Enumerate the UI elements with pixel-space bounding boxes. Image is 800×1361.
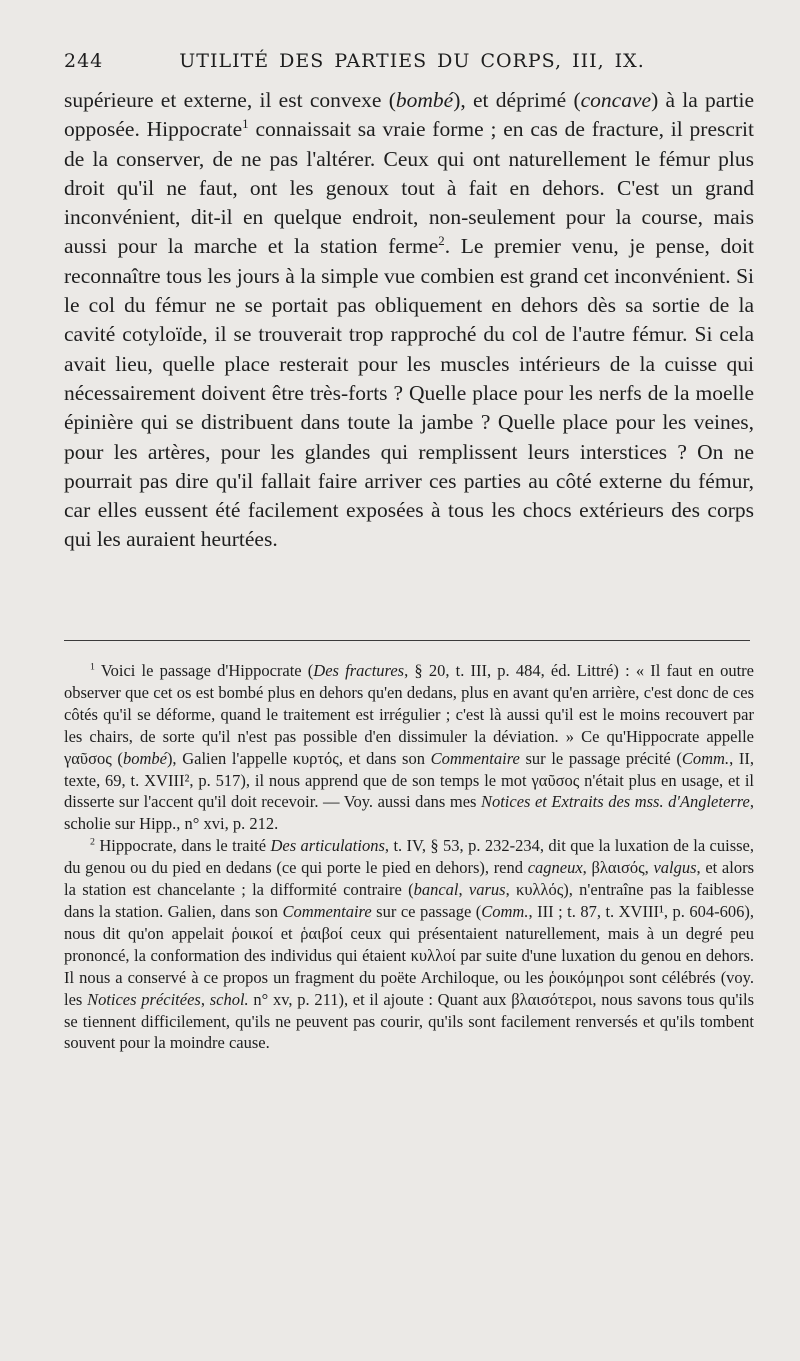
footnote-italic: cagneux	[527, 858, 583, 878]
main-text-segment: connaissait sa vraie forme ; en cas de fracture, il prescrit de la conserver, de ne pas l'altérer. Ceux qui ont naturellement le fémur plus droit qu'il ne faut, ont les genoux tout à fait en dehors. C'est un grand inconvénient, dit-il en quelque endroit, non-seulement pour la course, mais aussi pour la marche et la station ferme	[64, 117, 754, 259]
footnotes	[64, 660, 754, 1054]
main-text-segment: . Le premier venu, je pense, doit reconnaître tous les jours à la simple vue combien est grand cet inconvénient. Si le col du fémur ne se portait pas obliquement en dehors dès sa sortie de la cavité cotyloïde, il se trouverait trop rapproché du col de l'autre fémur. Si cela avait lieu, quelle place resterait pour les muscles intérieurs de la cuisse qui nécessairement doivent être très-forts ? Quelle place pour les nerfs de la moelle épinière qui se distribuent dans toute la jambe ? Quelle place pour les veines, pour les artères, pour les glandes qui remplissent leurs interstices ? On ne pourrait pas dire qu'il fallait faire arriver ces parties au côté externe du fémur, car elles eussent été facilement exposées à tous les chocs extérieurs des corps qui les auraient heurtées.	[64, 234, 754, 552]
footnote-ref-2: 2	[438, 234, 445, 249]
footnote-italic: Commentaire	[430, 748, 520, 768]
main-text-italic: bombé	[395, 88, 454, 112]
footnote-segment: sur le passage précité (	[519, 748, 682, 768]
footnote-1	[64, 660, 754, 835]
main-text	[64, 86, 754, 555]
main-text-segment: ), et déprimé (	[453, 88, 581, 112]
footnote-segment: , § 20, t. III, p. 484, éd. Littré) : « Il faut en outre observer que cet os est bombé plus en dehors qu'en dedans, plus en avant qu'en arrière, c'est donc de ces côtés qu'il se déforme, quand le traitement est irrégulier ; c'est là aussi qu'il est le moins recouvert par les chairs, de sorte qu'il n'est pas possible d'en dissimuler la déviation. » Ce qu'Hippocrate appelle γαῦσος (	[64, 661, 755, 768]
page-header	[64, 48, 760, 78]
footnote-italic: Des fractures	[313, 661, 405, 680]
footnote-segment: ,	[458, 880, 469, 900]
footnote-segment: , t. IV, § 53, p. 232-234, dit que la luxation de la cuisse, du genou ou du pied en dedans (ce qui porte le pied en dehors), rend	[64, 836, 755, 878]
footnote-segment: , II, texte, 69, t. XVIII², p. 517), il nous apprend que de son temps le mot γαῦσος n'était plus en usage, et il disserte sur l'accent qu'il doit recevoir. — Voy. aussi dans mes	[64, 748, 755, 812]
footnote-italic: varus	[468, 880, 506, 900]
main-text-segment: supérieure et externe, il est convexe (	[64, 88, 396, 112]
running-title: UTILITÉ DES PARTIES DU CORPS, III, IX.	[179, 50, 645, 72]
footnote-italic: Commentaire	[282, 901, 372, 921]
footnote-segment: , et alors la station est chancelante ; la difformité contraire (	[64, 858, 754, 900]
main-text-italic: concave	[580, 88, 652, 112]
footnote-segment: , scholie sur Hipp., n° xvi, p. 212.	[64, 792, 754, 834]
footnote-segment: , κυλλός), n'entraîne pas la faiblesse dans la station. Galien, dans son	[64, 880, 755, 921]
footnote-italic: bombé	[122, 748, 167, 768]
footnote-2	[64, 835, 754, 1054]
footnote-segment: , III ; t. 87, t. XVIII¹, p. 604-606), nous dit qu'on appelait ῥοικοί et ῥαιβοί ceux qui présentaient naturellement, mais à un degré peu prononcé, la conformation des individus qui étaient κυλλοί par suite d'une luxation du genou en dehors. Il nous a conservé à ce propos un fragment du poëte Archiloque, ou les ῥοικόμηροι sont célébrés (voy. les	[64, 901, 754, 1009]
footnote-marker: 2	[90, 836, 95, 848]
main-text-segment: ) à la partie opposée. Hippocrate	[64, 88, 755, 142]
footnote-marker: 1	[90, 661, 95, 673]
page-number: 244	[64, 50, 104, 72]
footnote-segment: Voici le passage d'Hippocrate (	[100, 661, 314, 680]
footnote-segment: ), Galien l'appelle κυρτός, et dans son	[166, 748, 431, 768]
footnote-italic: Comm.	[481, 901, 529, 921]
footnote-segment: n° xv, p. 211), et il ajoute : Quant aux βλαισότεροι, nous savons tous qu'ils se tiennent difficilement, qu'ils ne peuvent pas courir, qu'ils sont facilement renversés et qu'ils tombent souvent pour la moindre cause.	[64, 989, 755, 1053]
footnote-italic: Des articulations	[270, 836, 385, 856]
footnote-segment: Hippocrate, dans le traité	[99, 836, 271, 856]
footnote-italic: Comm.	[681, 748, 730, 768]
footnote-italic: schol.	[209, 989, 249, 1009]
footnote-italic: valgus	[653, 858, 697, 878]
footnote-italic: Notices et Extraits des mss. d'Angleterre	[480, 792, 750, 812]
footnote-ref-1: 1	[242, 117, 249, 132]
footnote-divider	[64, 640, 750, 641]
footnote-segment: , βλαισός,	[582, 858, 654, 878]
footnote-segment: sur ce passage (	[371, 901, 482, 921]
footnote-italic: bancal	[413, 880, 459, 900]
footnote-segment: ,	[200, 989, 210, 1009]
footnote-italic: Notices précitées	[87, 989, 201, 1009]
